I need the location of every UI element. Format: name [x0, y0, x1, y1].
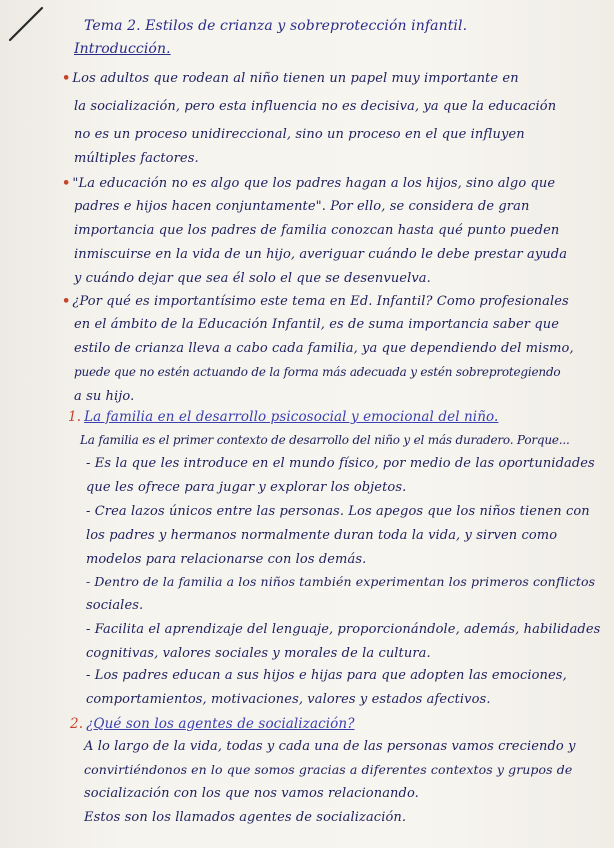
bullet-icon: • [62, 71, 71, 86]
intro-p2-line: importancia que los padres de familia conozcan hasta qué punto pueden [74, 223, 560, 238]
section1-line: - Dentro de la familia a los niños también experimentan los primeros conflictos [86, 574, 596, 589]
intro-p3-line: • ¿Por qué es importantísimo este tema en Ed. Infantil? Como profesionales [62, 294, 569, 309]
margin-slash-mark [6, 4, 46, 44]
intro-p2-line: • "La educación no es algo que los padres hagan a los hijos, sino algo que [62, 176, 556, 191]
section1-line: - Crea lazos únicos entre las personas. Los apegos que los niños tienen con [86, 504, 590, 519]
intro-p2-line: y cuándo dejar que sea él solo el que se desenvuelva. [74, 271, 431, 286]
intro-p2-line: inmiscuirse en la vida de un hijo, averiguar cuándo le debe prestar ayuda [74, 247, 568, 262]
section1-line: comportamientos, motivaciones, valores y estados afectivos. [86, 692, 491, 707]
intro-p3-line: estilo de crianza lleva a cabo cada familia, ya que dependiendo del mismo, [74, 341, 574, 356]
section2-heading: 2. ¿Qué son los agentes de socialización? [70, 716, 355, 732]
intro-p3-line: a su hijo. [74, 389, 135, 404]
section1-line: - Facilita el aprendizaje del lenguaje, proporcionándole, además, habilidades [86, 622, 601, 637]
section2-line: socialización con los que nos vamos relacionando. [84, 786, 419, 801]
section1-line: - Es la que les introduce en el mundo físico, por medio de las oportunidades [86, 456, 595, 471]
section2-line: Estos son los llamados agentes de socialización. [84, 810, 407, 825]
intro-p1-line: múltiples factores. [74, 151, 199, 166]
page-title: Tema 2. Estilos de crianza y sobreprotección infantil. [84, 18, 468, 34]
intro-heading: Introducción. [74, 41, 171, 57]
intro-p1-line: no es un proceso unidireccional, sino un proceso en el que influyen [74, 127, 525, 142]
section2-line: A lo largo de la vida, todas y cada una de las personas vamos creciendo y [84, 739, 576, 754]
bullet-icon: • [62, 176, 71, 191]
intro-p1-line: la socialización, pero esta influencia no es decisiva, ya que la educación [74, 99, 557, 114]
section1-line: que les ofrece para jugar y explorar los objetos. [86, 480, 407, 495]
intro-p1-line: • Los adultos que rodean al niño tienen un papel muy importante en [62, 71, 519, 86]
section2-line: convirtiéndonos en lo que somos gracias a diferentes contextos y grupos de [84, 762, 573, 777]
section1-line: sociales. [86, 598, 144, 613]
section1-heading: 1. La familia en el desarrollo psicosocial y emocional del niño. [68, 409, 499, 425]
intro-p3-line: puede que no estén actuando de la forma más adecuada y estén sobreprotegiendo [74, 365, 561, 379]
section1-line: los padres y hermanos normalmente duran toda la vida, y sirven como [86, 528, 558, 543]
section1-line: - Los padres educan a sus hijos e hijas para que adopten las emociones, [86, 668, 567, 683]
bullet-icon: • [62, 294, 71, 309]
section1-line: cognitivas, valores sociales y morales de la cultura. [86, 646, 431, 661]
intro-p2-line: padres e hijos hacen conjuntamente". Por ello, se considera de gran [74, 199, 530, 214]
intro-p3-line: en el ámbito de la Educación Infantil, es de suma importancia saber que [74, 317, 560, 332]
section1-line: modelos para relacionarse con los demás. [86, 552, 367, 567]
section1-line: La familia es el primer contexto de desarrollo del niño y el más duradero. Porque... [80, 433, 570, 447]
